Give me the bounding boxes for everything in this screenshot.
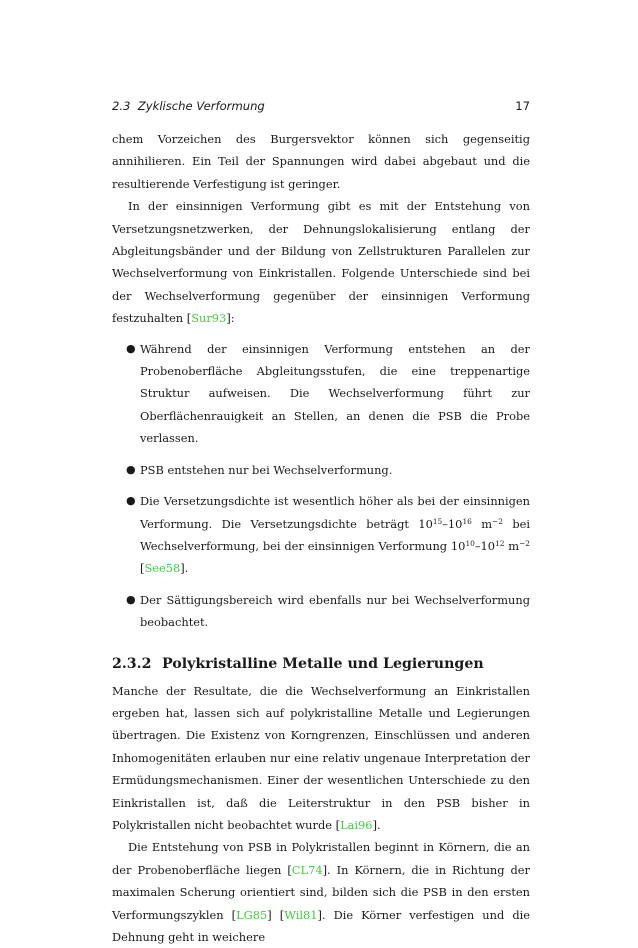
citation-link[interactable]: CL74 — [291, 862, 323, 877]
paragraph-2 — [112, 195, 530, 329]
text-run: m — [471, 516, 493, 531]
exponent: 16 — [462, 516, 472, 526]
paragraph-2-text: In der einsinnigen Verformung gibt es mit der Entstehung von Versetzungsnetzwerken, der Dehnungslokalisierung entlang der Abgleitungsbänder und der Bildung von Zellstrukturen Parallelen zur Wechselverformung von Einkristallen. Folgende Unterschiede sind bei der Wechselverformung gegenüber der einsinnigen Verformung festzuhalten [ — [112, 199, 530, 326]
section-title: Polykristalline Metalle und Legierungen — [162, 655, 484, 672]
list-item-text: Der Sättigungsbereich wird ebenfalls nur bei Wechselverformung beobachtet. — [140, 592, 530, 630]
citation-link[interactable]: Lai96 — [340, 817, 373, 832]
exponent: −2 — [519, 538, 531, 548]
citation-link[interactable]: Wil81 — [284, 907, 318, 922]
exponent: 12 — [495, 538, 505, 548]
text-run: [ — [140, 561, 145, 576]
text-run: ] [ — [267, 907, 285, 922]
citation-link[interactable]: See58 — [144, 561, 181, 576]
page — [112, 98, 530, 948]
section-heading — [112, 654, 530, 674]
text-run: –10 — [474, 538, 496, 553]
paragraph-2-end: ]: — [226, 311, 235, 326]
paragraph-3-text: Manche der Resultate, die die Wechselverformung an Einkristallen ergeben hat, lassen sich auf polykristalline Metalle und Legierungen übertragen. Die Existenz von Korngrenzen, Einschlüssen und anderen Inhomogenitäten erlauben nur eine relativ ungenaue Interpretation der Ermüdungsmechanismen. Einer der wesentlichen Unterschiede zu den Einkristallen ist, daß die Leiterstruktur in den PSB bisher in Polykristallen nicht beobachtet wurde [ — [112, 683, 530, 832]
bullet-icon: ● — [126, 341, 136, 355]
exponent: 10 — [465, 538, 475, 548]
text-run: Die Versetzungsdichte ist wesentlich höher als bei der einsinnigen Verformung. Die Versetzungsdichte beträgt 10 — [140, 494, 530, 531]
text-run: ]. — [180, 561, 189, 576]
text-run: bei Wechselverformung, bei der einsinnigen Verformung 10 — [140, 516, 530, 553]
list-item-text: Während der einsinnigen Verformung entstehen an der Probenoberfläche Abgleitungsstufen, die eine treppenartige Struktur aufweisen. Die Wechselverformung führt zur Oberflächenrauigkeit an Stellen, an denen die PSB die Probe verlassen. — [140, 341, 530, 446]
text-run: –10 — [442, 516, 463, 531]
list-item-text — [140, 494, 530, 575]
citation-link[interactable]: Sur93 — [191, 311, 227, 326]
list-item — [112, 338, 530, 450]
paragraph-3-end: ]. — [372, 817, 381, 832]
exponent: 15 — [432, 516, 443, 526]
paragraph-4 — [112, 836, 530, 948]
bullet-icon: ● — [126, 494, 136, 508]
text-run: ]. Die Körner verfestigen und die Dehnung geht in weichere — [112, 907, 531, 944]
header-section-title: 2.3 Zyklische Verformung — [112, 99, 265, 113]
list-item — [112, 589, 530, 634]
list-item — [112, 459, 530, 481]
citation-link[interactable]: LG85 — [236, 907, 268, 922]
difference-list — [112, 338, 530, 634]
text-run: ]. In Körnern, die in Richtung der maximalen Scherung orientiert sind, bilden sich die PSB in den ersten Verformungszyklen [ — [112, 862, 530, 922]
text-run: m — [504, 538, 520, 553]
paragraph-3 — [112, 680, 530, 837]
text-run: Die Entstehung von PSB in Polykristallen beginnt in Körnern, die an der Probenoberfläche liegen [ — [112, 840, 530, 877]
page-number: 17 — [515, 99, 530, 113]
running-header — [112, 98, 530, 114]
section-number: 2.3.2 — [112, 655, 152, 672]
paragraph-1: chem Vorzeichen des Burgersvektor können sich gegenseitig annihilieren. Ein Teil der Spannungen wird dabei abgebaut und die resultierende Verfestigung ist geringer. — [112, 132, 530, 191]
exponent: −2 — [492, 516, 503, 526]
bullet-icon: ● — [126, 462, 136, 476]
bullet-icon: ● — [126, 592, 136, 606]
list-item — [112, 490, 530, 580]
list-item-text: PSB entstehen nur bei Wechselverformung. — [140, 462, 393, 477]
